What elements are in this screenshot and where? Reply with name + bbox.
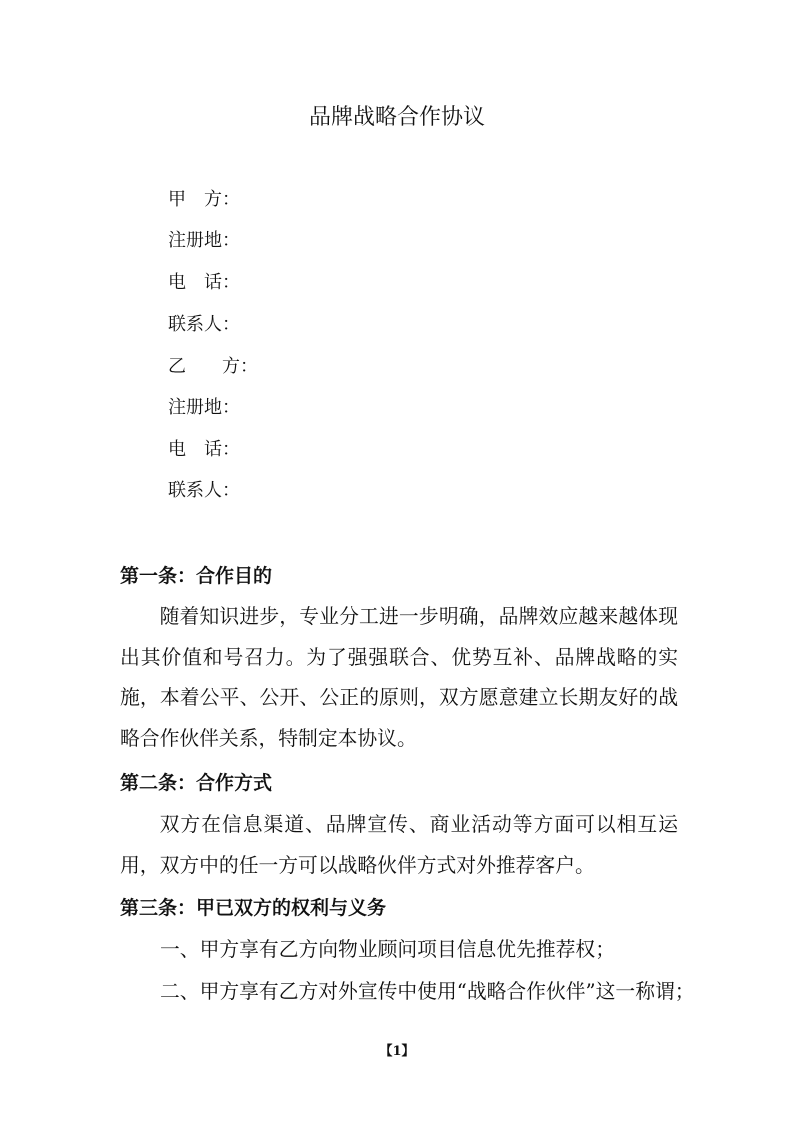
party-b-contact-field: 联系人： — [168, 480, 240, 501]
section-1-body: 随着知识进步，专业分工进一步明确，品牌效应越来越体现出其价值和号召力。为了强强联合、优势互补、品牌战略的实施，本着公平、公开、公正的原则，双方愿意建立长期友好的战略合作伙伴关系，特制定本协议。 — [120, 605, 678, 750]
party-b-name-field: 乙 方： — [168, 356, 258, 377]
section-3-item-1: 一、甲方享有乙方向物业顾问项目信息优先推荐权； — [160, 938, 615, 961]
section-2-heading: 第二条：合作方式 — [120, 772, 273, 794]
section-1-heading: 第一条：合作目的 — [120, 565, 273, 587]
section-3-heading: 第三条：甲已双方的权利与义务 — [120, 897, 387, 919]
party-a-contact-field: 联系人： — [168, 314, 240, 335]
party-b-phone-field: 电 话： — [168, 439, 240, 460]
party-a-phone-field: 电 话： — [168, 272, 240, 293]
page-number: 【1】 — [379, 1044, 415, 1059]
party-b-address-field: 注册地： — [168, 397, 240, 418]
section-3-item-2: 二、甲方享有乙方对外宣传中使用“战略合作伙伴”这一称谓； — [160, 980, 695, 1003]
party-a-name-field: 甲 方： — [168, 189, 240, 210]
document-title: 品牌战略合作协议 — [308, 105, 485, 130]
party-a-address-field: 注册地： — [168, 230, 240, 251]
section-2-body: 双方在信息渠道、品牌宣传、商业活动等方面可以相互运用，双方中的任一方可以战略伙伴方式对外推荐客户。 — [120, 813, 678, 877]
